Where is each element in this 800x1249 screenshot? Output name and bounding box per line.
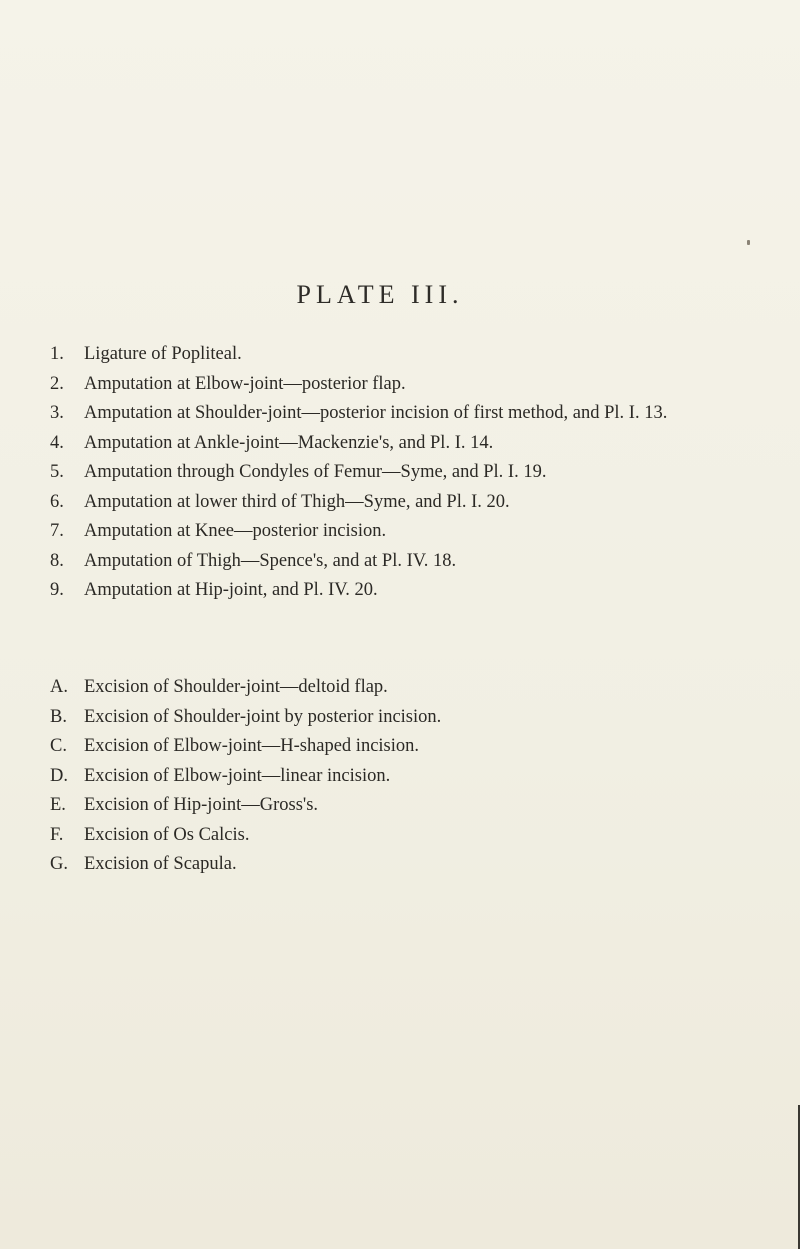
item-text: Excision of Shoulder-joint by posterior incision. (84, 706, 442, 727)
item-text: Excision of Hip-joint—Gross's. (84, 795, 319, 815)
list-item (50, 399, 750, 429)
list-item (50, 850, 750, 880)
list-item (50, 576, 750, 606)
item-number: 6. (50, 491, 64, 512)
list-item (50, 340, 750, 370)
list-item (50, 821, 750, 851)
item-letter: A. (50, 677, 68, 697)
item-letter: F. (50, 824, 64, 845)
item-number: 3. (50, 403, 64, 423)
list-item (50, 370, 750, 400)
paper-speck (747, 240, 750, 245)
item-text: Ligature of Popliteal. (84, 344, 242, 364)
plate-title: PLATE III. (296, 280, 464, 309)
item-text: Amputation at Ankle-joint—Mackenzie's, and Pl. I. 14. (84, 432, 494, 453)
item-number: 4. (50, 432, 64, 453)
list-item (50, 517, 750, 547)
item-number: 7. (50, 521, 64, 541)
item-text: Amputation at lower third of Thigh—Syme, and Pl. I. 20. (84, 491, 510, 512)
list-item (50, 791, 750, 821)
item-number: 2. (50, 373, 64, 394)
lettered-list (50, 673, 750, 880)
list-item (50, 762, 750, 792)
item-letter: D. (50, 765, 68, 786)
list-item (50, 703, 750, 733)
item-text: Excision of Elbow-joint—linear incision. (84, 765, 391, 786)
item-text: Excision of Elbow-joint—H-shaped incision. (84, 736, 420, 756)
item-number: 9. (50, 580, 64, 600)
item-number: 1. (50, 344, 64, 364)
list-item (50, 458, 750, 488)
item-text: Amputation through Condyles of Femur—Syme, and Pl. I. 19. (84, 462, 547, 482)
item-letter: B. (50, 706, 67, 727)
item-text: Amputation of Thigh—Spence's, and at Pl. IV. 18. (84, 550, 457, 571)
item-text: Excision of Scapula. (84, 854, 237, 874)
item-text: Amputation at Elbow-joint—posterior flap. (84, 373, 406, 394)
list-item (50, 429, 750, 459)
item-text: Amputation at Hip-joint, and Pl. IV. 20. (84, 580, 378, 600)
item-letter: G. (50, 854, 68, 874)
list-item (50, 547, 750, 577)
item-text: Excision of Shoulder-joint—deltoid flap. (84, 677, 388, 697)
item-number: 5. (50, 462, 64, 482)
item-letter: E. (50, 795, 66, 815)
list-item (50, 673, 750, 703)
numbered-list (50, 340, 750, 606)
item-text: Amputation at Knee—posterior incision. (84, 521, 387, 541)
item-text: Amputation at Shoulder-joint—posterior incision of first method, and Pl. I. 13. (84, 403, 668, 423)
item-letter: C. (50, 736, 67, 756)
list-item (50, 488, 750, 518)
list-item (50, 732, 750, 762)
item-number: 8. (50, 550, 64, 571)
item-text: Excision of Os Calcis. (84, 824, 250, 845)
